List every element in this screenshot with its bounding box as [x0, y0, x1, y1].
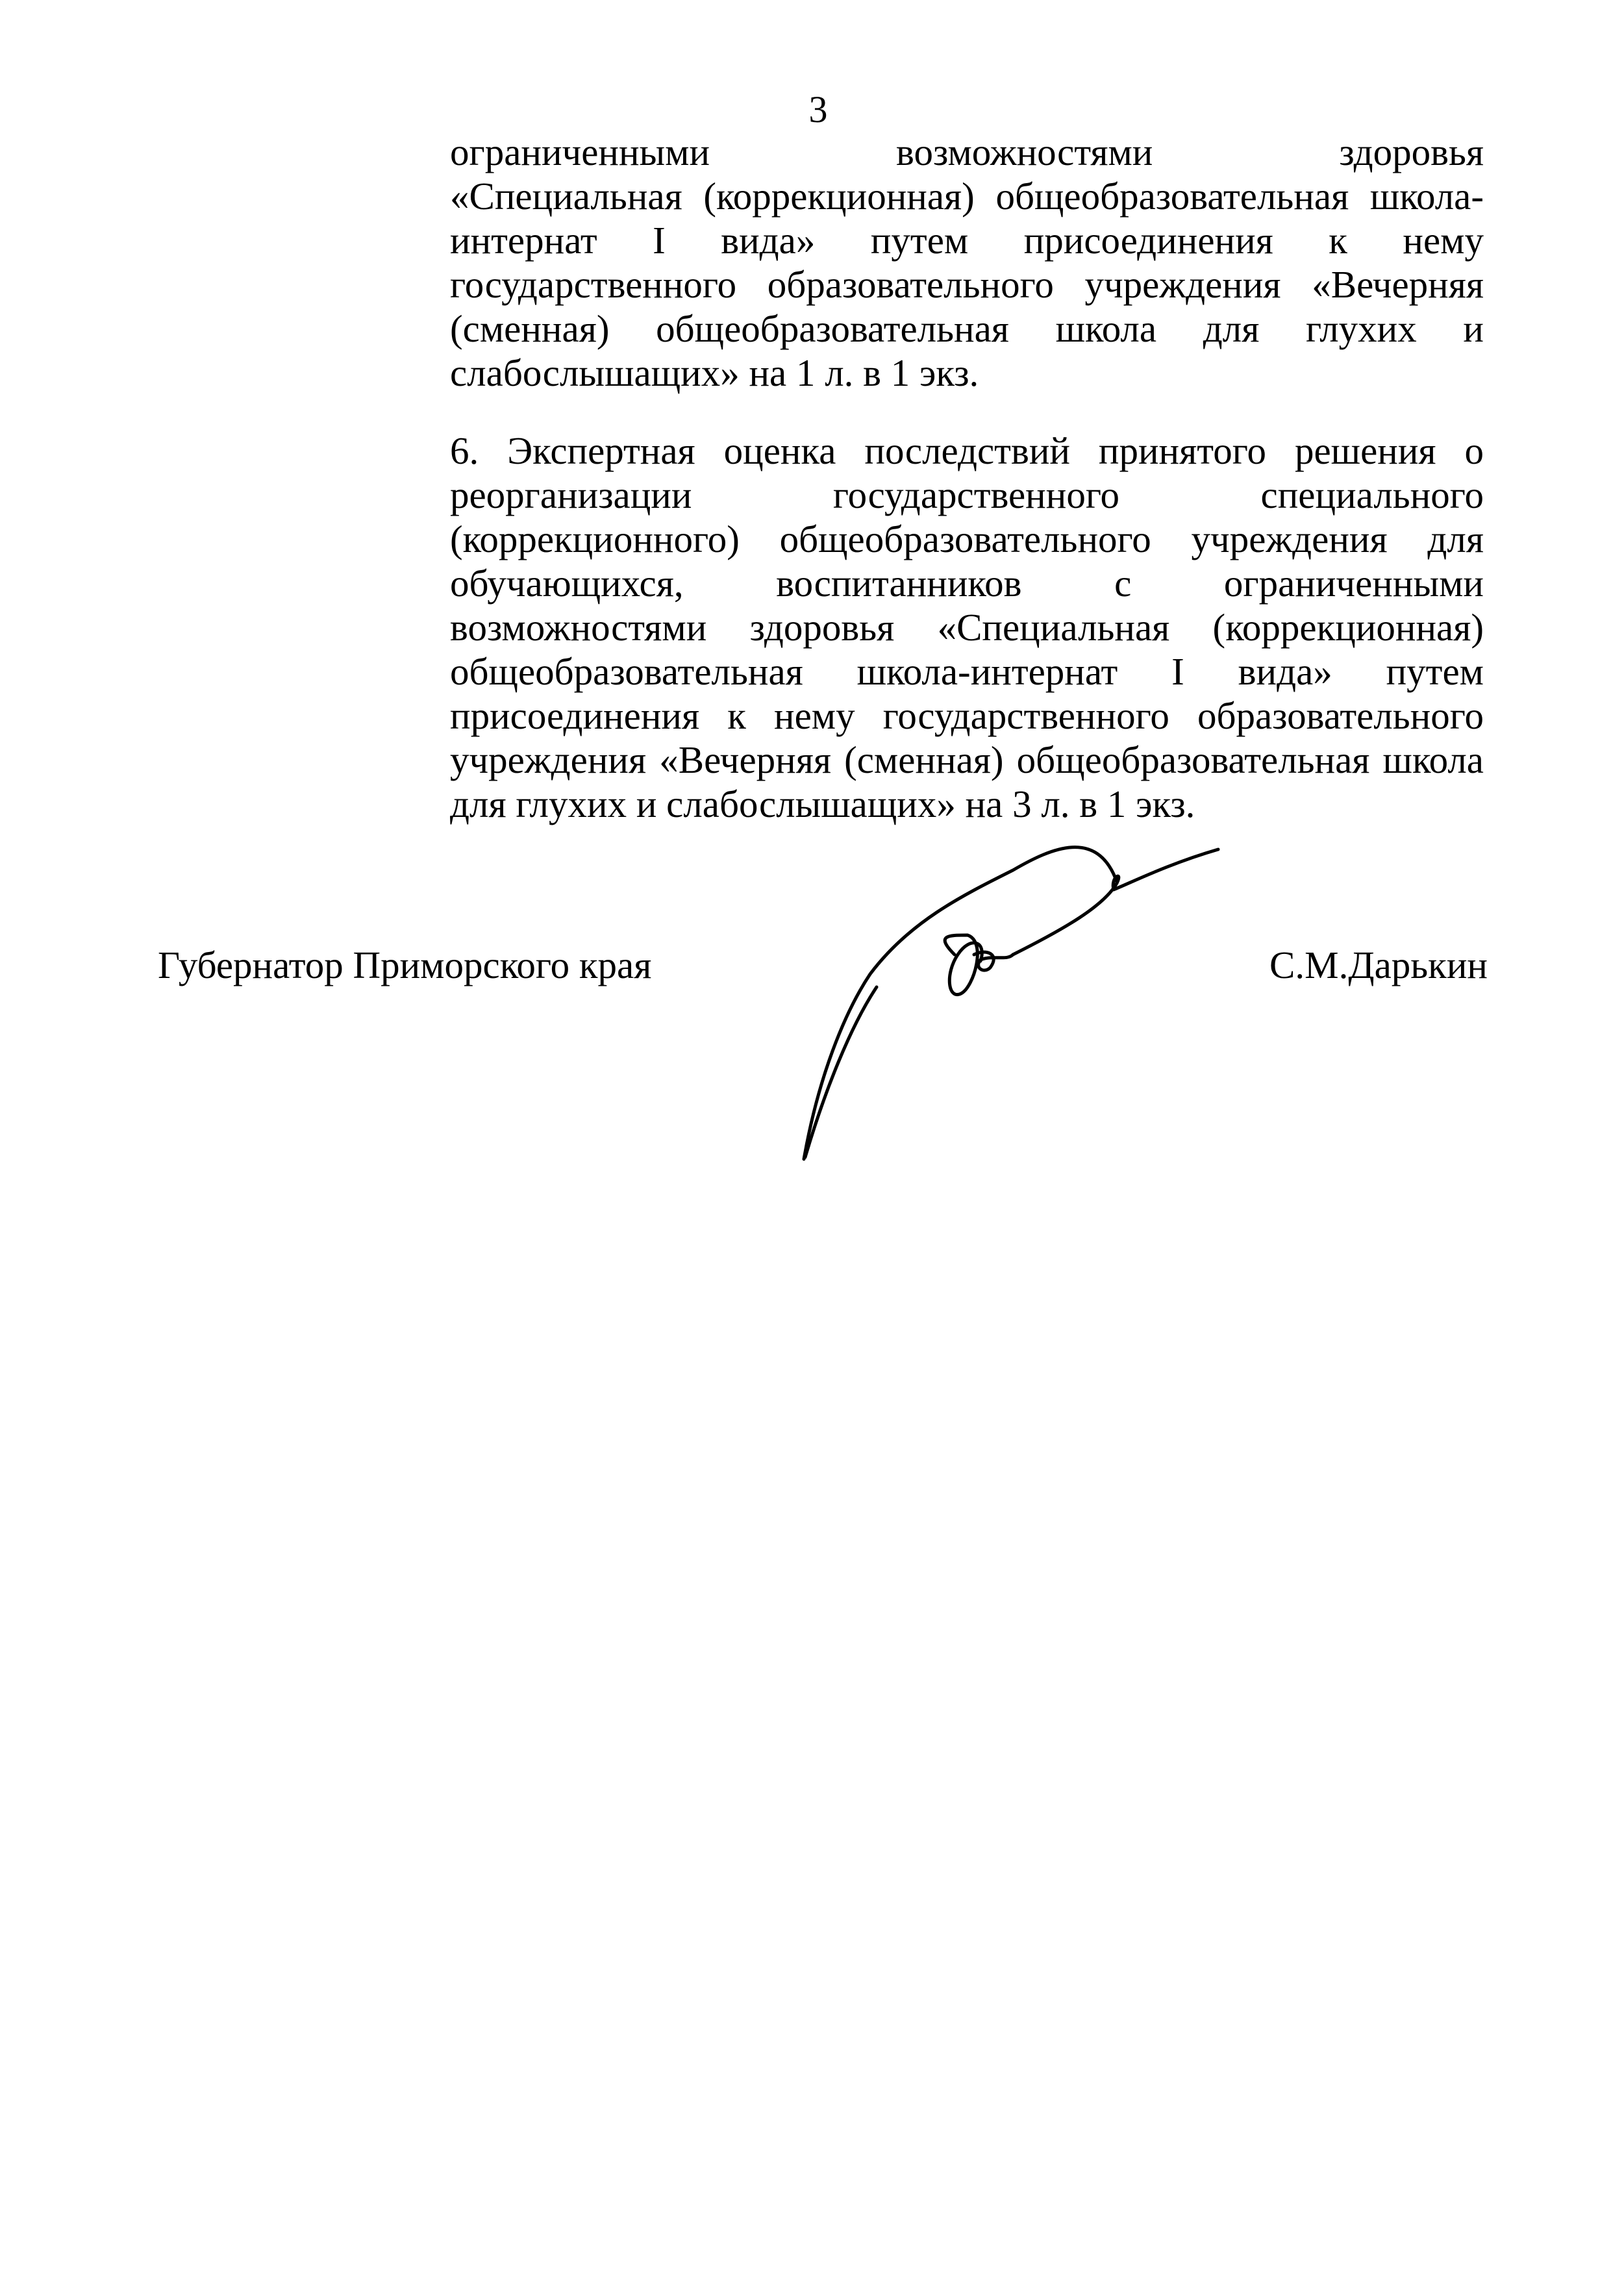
- text-line: 6. Экспертная оценка последствий принятого решения о: [450, 429, 1484, 472]
- text-line: возможностями здоровья «Специальная (коррекционная): [450, 606, 1484, 649]
- signatory-name: С.М.Дарькин: [1269, 944, 1488, 986]
- text-line: (сменная) общеобразовательная школа для глухих и: [450, 307, 1484, 350]
- page-number: 3: [808, 88, 828, 131]
- text-line: «Специальная (коррекционная) общеобразовательная школа-: [450, 175, 1484, 218]
- signatory-role: Губернатор Приморского края: [158, 944, 652, 986]
- text-line: (коррекционного) общеобразовательного учреждения для: [450, 518, 1484, 560]
- text-line: ограниченными возможностями здоровья: [450, 131, 1484, 173]
- text-line: учреждения «Вечерняя (сменная) общеобразовательная школа: [450, 738, 1484, 781]
- text-line: государственного образовательного учреждения «Вечерняя: [450, 263, 1484, 306]
- text-line: для глухих и слабослышащих» на 3 л. в 1 экз.: [450, 783, 1195, 825]
- text-line: реорганизации государственного специального: [450, 473, 1484, 516]
- text-line: обучающихся, воспитанников с ограниченными: [450, 562, 1484, 605]
- text-line: присоединения к нему государственного образовательного: [450, 694, 1484, 737]
- text-line: общеобразовательная школа-интернат I вида» путем: [450, 650, 1484, 693]
- text-line: интернат I вида» путем присоединения к нему: [450, 219, 1484, 262]
- text-line: слабослышащих» на 1 л. в 1 экз.: [450, 351, 979, 394]
